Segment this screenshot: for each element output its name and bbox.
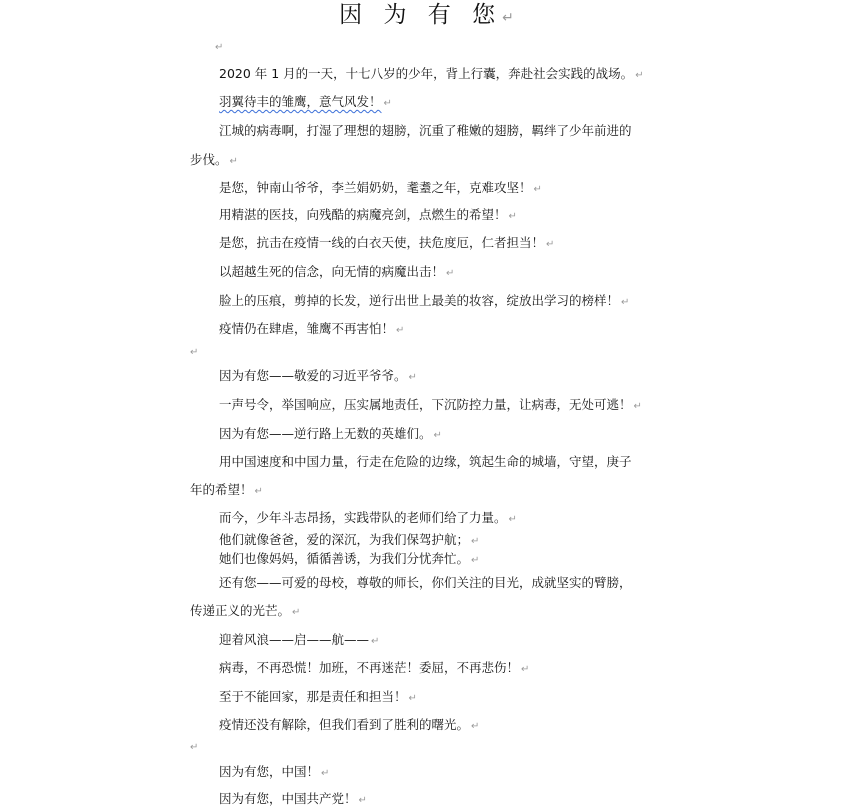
- paragraph-mark-icon: ↵: [433, 430, 442, 441]
- paragraph-mark-icon: ↵: [446, 268, 455, 279]
- paragraph-mark-icon: ↵: [292, 607, 301, 618]
- paragraph-mark-icon: ↵: [471, 555, 480, 566]
- paragraph-mark-icon: ↵: [635, 70, 644, 81]
- text-line: 步伐。 ↵: [190, 152, 238, 167]
- paragraph-mark-icon: ↵: [621, 297, 630, 308]
- paragraph-mark-icon: ↵: [521, 664, 530, 675]
- paragraph-mark-icon: ↵: [546, 239, 555, 250]
- title-text: 因 为 有 您: [339, 2, 503, 28]
- paragraph-mark-icon: ↵: [633, 401, 642, 412]
- paragraph-mark-icon: ↵: [396, 325, 405, 336]
- text-line: 因为有您——逆行路上无数的英雄们。 ↵: [219, 426, 442, 441]
- text-line: 江城的病毒啊，打湿了理想的翅膀，沉重了稚嫩的翅膀，羁绊了少年前进的: [219, 123, 632, 138]
- paragraph-mark-icon: ↵: [383, 98, 392, 109]
- text-line: [219, 93, 392, 113]
- paragraph-mark-icon: ↵: [533, 184, 542, 195]
- text-line: 还有您——可爱的母校，尊敬的师长，你们关注的目光，成就坚实的臂膀，: [219, 575, 632, 590]
- spellcheck-underlined-text: 羽翼待丰的雏鹰，意气风发！: [219, 94, 382, 109]
- paragraph-mark-icon: ↵: [502, 10, 514, 26]
- paragraph-mark-icon: ↵: [408, 372, 417, 383]
- text-line: 因为有您——敬爱的习近平爷爷。 ↵: [219, 368, 417, 383]
- text-line: 一声号令，举国响应，压实属地责任，下沉防控力量，让病毒，无处可逃！ ↵: [219, 397, 642, 412]
- text-line: 传递正义的光芒。 ↵: [190, 603, 301, 618]
- paragraph-mark-icon: ↵: [254, 486, 263, 497]
- paragraph-mark-icon: ↵: [471, 536, 480, 547]
- paragraph-mark-icon: ↵: [215, 42, 224, 53]
- paragraph-mark-icon: ↵: [408, 693, 417, 704]
- text-line: 2020 年 1 月的一天，十七八岁的少年，背上行囊，奔赴社会实践的战场。 ↵: [219, 66, 644, 81]
- text-line: 病毒，不再恐慌！加班，不再迷茫！委屈，不再悲伤！ ↵: [219, 660, 530, 675]
- paragraph-mark-icon: ↵: [471, 721, 480, 732]
- text-line: 是您，抗击在疫情一线的白衣天使，扶危度厄，仁者担当！ ↵: [219, 235, 555, 250]
- paragraph-mark-icon: ↵: [190, 347, 199, 358]
- text-line: 而今，少年斗志昂扬，实践带队的老师们给了力量。 ↵: [219, 510, 517, 525]
- text-line: 年的希望！ ↵: [190, 482, 263, 497]
- text-line: 疫情还没有解除，但我们看到了胜利的曙光。 ↵: [219, 717, 480, 732]
- paragraph-mark-icon: ↵: [190, 742, 199, 753]
- text-line: 是您，钟南山爷爷，李兰娟奶奶，耄耋之年，克难攻坚！ ↵: [219, 180, 542, 195]
- text-line: 因为有您，中国！ ↵: [219, 764, 330, 779]
- text-line: 脸上的压痕，剪掉的长发，逆行出世上最美的妆容，绽放出学习的榜样！ ↵: [219, 293, 630, 308]
- text-line: 疫情仍在肆虐，雏鹰不再害怕！ ↵: [219, 321, 405, 336]
- text-line: 用精湛的医技，向残酷的病魔亮剑，点燃生的希望！ ↵: [219, 207, 517, 222]
- paragraph-mark-icon: ↵: [508, 514, 517, 525]
- text-line: 她们也像妈妈，循循善诱，为我们分忧奔忙。 ↵: [219, 551, 480, 566]
- text-line: 因为有您，中国共产党！ ↵: [219, 791, 367, 806]
- paragraph-mark-icon: ↵: [508, 211, 517, 222]
- text-line: 用中国速度和中国力量，行走在危险的边缘，筑起生命的城墙，守望，庚子: [219, 454, 632, 469]
- paragraph-mark-icon: ↵: [371, 636, 380, 647]
- text-line: 迎着风浪——启——航—— ↵: [219, 632, 380, 647]
- text-line: 以超越生死的信念，向无情的病魔出击！ ↵: [219, 264, 455, 279]
- text-line: 至于不能回家，那是责任和担当！ ↵: [219, 689, 417, 704]
- text-line: 他们就像爸爸，爱的深沉，为我们保驾护航； ↵: [219, 532, 480, 547]
- paragraph-mark-icon: ↵: [229, 156, 238, 167]
- paragraph-mark-icon: ↵: [321, 768, 330, 779]
- document-title: [0, 0, 853, 33]
- paragraph-mark-icon: ↵: [358, 795, 367, 806]
